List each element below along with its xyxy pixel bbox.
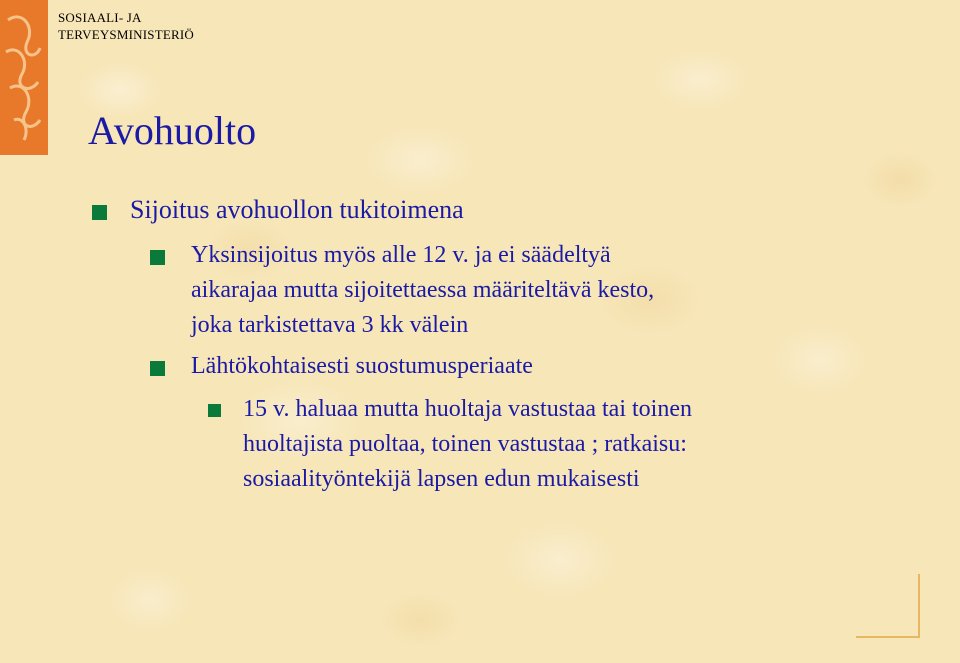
- ministry-logo: [0, 0, 48, 155]
- bullet-marker: [150, 250, 165, 265]
- bullet-text-level1: Sijoitus avohuollon tukitoimena: [130, 195, 464, 224]
- bullet-text-level2-line3: joka tarkistettava 3 kk välein: [191, 312, 469, 338]
- decorative-corner: [856, 574, 920, 638]
- bullet-text-level3-line3: sosiaalityöntekijä lapsen edun mukaisesti: [243, 466, 640, 492]
- bullet-text-level3-line1: 15 v. haluaa mutta huoltaja vastustaa tai toinen: [243, 396, 692, 422]
- org-line-2: TERVEYSMINISTERIÖ: [58, 27, 194, 42]
- bullet-text-level3-line2: huoltajista puoltaa, toinen vastustaa ; ratkaisu:: [243, 431, 687, 457]
- bullet-text-level2: Lähtökohtaisesti suostumusperiaate: [191, 353, 533, 379]
- slide-title: Avohuolto: [88, 108, 257, 153]
- bullet-marker: [150, 361, 165, 376]
- bullet-marker: [208, 404, 221, 417]
- bullet-marker: [92, 205, 107, 220]
- bullet-text-level2-line1: Yksinsijoitus myös alle 12 v. ja ei säädeltyä: [191, 242, 611, 268]
- org-line-1: SOSIAALI- JA: [58, 10, 142, 25]
- bullet-text-level2-line2: aikarajaa mutta sijoitettaessa määriteltävä kesto,: [191, 277, 655, 303]
- organization-name: [58, 9, 194, 43]
